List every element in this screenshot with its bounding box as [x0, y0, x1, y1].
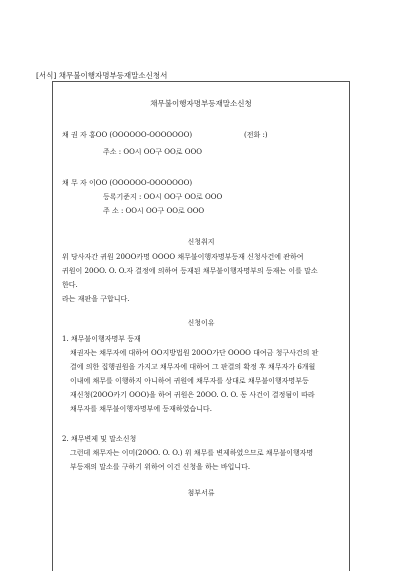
purpose-line: 한다. — [62, 281, 78, 289]
reason-line: 그런데 채무자는 이미(20OO. O. O.) 위 채무를 변제하였으므로 채무불이행자명 — [70, 449, 314, 457]
purpose-heading: 신청취지 — [187, 238, 215, 246]
creditor-phone: (전화 :) — [244, 131, 268, 139]
reason-line: 부등재의 말소를 구하기 위하여 이건 신청을 하는 바입니다. — [70, 463, 251, 471]
debtor-line: 채 무 자 이OO (OOOOOO-OOOOOOO) — [62, 179, 193, 187]
reason-line: 결에 의한 집행권원을 가지고 채무자에 대하여 그 판결의 확정 후 채무자가 6개월 — [70, 363, 316, 371]
reason-heading: 신청이유 — [187, 319, 215, 327]
creditor-line: 채 권 자 홍OO (OOOOOO-OOOOOOO) — [62, 131, 193, 139]
creditor-address: 주소 : OO시 OO구 OO로 OOO — [103, 148, 202, 156]
debtor-registered-base: 등록기준지 : OO시 OO구 OO로 OOO — [103, 193, 223, 201]
document-title: 채무불이행자명부등재말소신청 — [150, 99, 252, 108]
debtor-address: 주 소 : OO시 OO구 OO로 OOO — [103, 207, 205, 215]
reason-section2-title: 2. 채무변제 및 말소신청 — [62, 435, 137, 443]
purpose-line: 귀원이 20OO. O. O.자 결정에 의하여 등재된 채무불이행자명부의 등재는 이를 말소 — [62, 267, 318, 275]
reason-line: 채권자는 채무자에 대하여 OO지방법원 20OO가단 OOOO 대여금 청구사건의 판 — [70, 349, 319, 357]
reason-line: 재신청(20OO카기 OOO)을 하여 귀원은 20OO. O. O. 동 사건이 결정됨이 따라 — [70, 391, 315, 399]
purpose-line: 위 당사자간 귀원 20OO카명 OOOO 채무불이행자명부등재 신청사건에 관하여 — [62, 253, 304, 261]
reason-section1-title: 1. 채무불이행자명부 등재 — [62, 335, 141, 343]
reason-line: 이내에 채무를 이행하지 아니하여 귀원에 채무자를 상대로 채무불이행자명부등 — [70, 377, 309, 385]
attachments-heading: 첨부서류 — [187, 489, 215, 497]
purpose-line: 라는 재판을 구합니다. — [62, 295, 130, 303]
reason-line: 채무자를 채무불이행자명부에 등재하였습니다. — [70, 405, 212, 413]
form-label: [서식] 채무불이행자명부등재말소신청서 — [36, 71, 168, 80]
